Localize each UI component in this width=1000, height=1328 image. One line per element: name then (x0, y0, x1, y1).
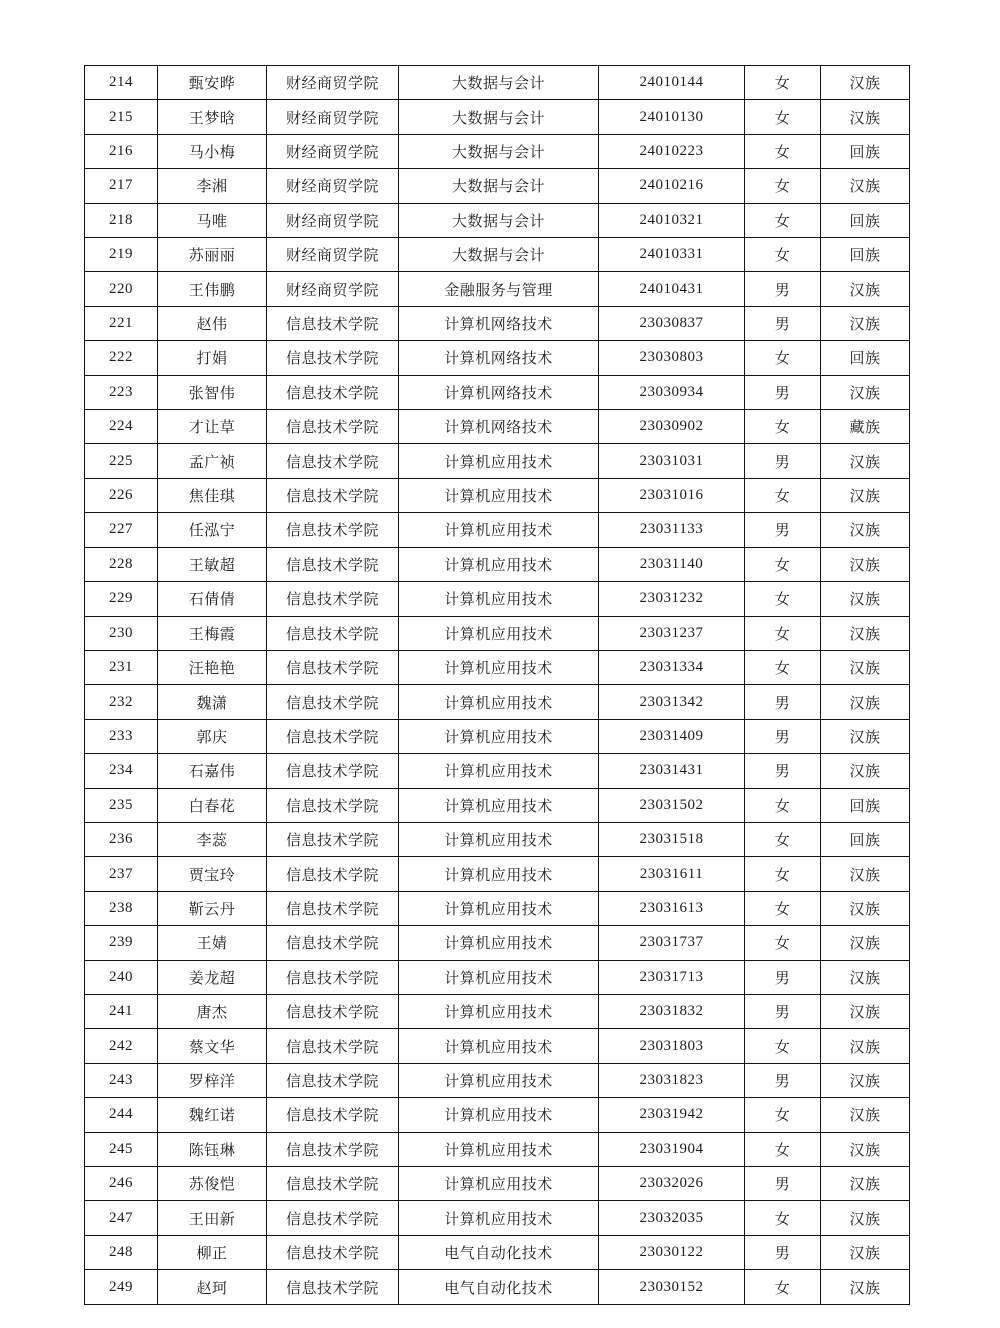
cell-college: 信息技术学院 (267, 650, 399, 684)
cell-name: 赵珂 (158, 1270, 267, 1305)
cell-student-id: 24010216 (599, 169, 745, 203)
cell-major: 计算机应用技术 (399, 1098, 599, 1132)
table-row (85, 994, 910, 1028)
cell-college: 信息技术学院 (267, 444, 399, 478)
cell-gender: 女 (745, 926, 821, 960)
cell-student-id: 24010431 (599, 272, 745, 306)
cell-major: 计算机应用技术 (399, 685, 599, 719)
table-row (85, 341, 910, 375)
cell-no: 219 (85, 238, 158, 272)
cell-gender: 男 (745, 1235, 821, 1269)
cell-student-id: 23031016 (599, 478, 745, 512)
cell-gender: 女 (745, 478, 821, 512)
cell-name: 焦佳琪 (158, 478, 267, 512)
cell-name: 陈钰琳 (158, 1132, 267, 1166)
cell-major: 大数据与会计 (399, 169, 599, 203)
cell-major: 大数据与会计 (399, 203, 599, 237)
cell-major: 计算机应用技术 (399, 857, 599, 891)
cell-no: 227 (85, 513, 158, 547)
table-row (85, 203, 910, 237)
cell-student-id: 23031409 (599, 719, 745, 753)
cell-gender: 女 (745, 100, 821, 134)
cell-no: 238 (85, 891, 158, 925)
cell-no: 215 (85, 100, 158, 134)
cell-name: 石倩倩 (158, 582, 267, 616)
cell-college: 财经商贸学院 (267, 100, 399, 134)
cell-gender: 女 (745, 134, 821, 168)
cell-gender: 男 (745, 444, 821, 478)
cell-no: 245 (85, 1132, 158, 1166)
cell-major: 计算机应用技术 (399, 754, 599, 788)
cell-major: 计算机网络技术 (399, 375, 599, 409)
cell-ethnicity: 汉族 (821, 1063, 910, 1097)
cell-student-id: 23031904 (599, 1132, 745, 1166)
table-row (85, 444, 910, 478)
cell-no: 240 (85, 960, 158, 994)
cell-no: 217 (85, 169, 158, 203)
cell-student-id: 23032026 (599, 1167, 745, 1201)
cell-student-id: 23030122 (599, 1235, 745, 1269)
cell-name: 马唯 (158, 203, 267, 237)
cell-ethnicity: 汉族 (821, 960, 910, 994)
cell-major: 计算机应用技术 (399, 1063, 599, 1097)
cell-major: 计算机网络技术 (399, 306, 599, 340)
cell-college: 财经商贸学院 (267, 238, 399, 272)
cell-college: 信息技术学院 (267, 1235, 399, 1269)
cell-student-id: 23030934 (599, 375, 745, 409)
cell-name: 打娟 (158, 341, 267, 375)
cell-no: 249 (85, 1270, 158, 1305)
cell-ethnicity: 汉族 (821, 616, 910, 650)
cell-ethnicity: 汉族 (821, 169, 910, 203)
cell-college: 信息技术学院 (267, 891, 399, 925)
student-table-body (85, 66, 910, 1305)
cell-major: 计算机应用技术 (399, 891, 599, 925)
cell-ethnicity: 回族 (821, 341, 910, 375)
table-row (85, 857, 910, 891)
cell-student-id: 23031832 (599, 994, 745, 1028)
cell-no: 229 (85, 582, 158, 616)
cell-student-id: 23031713 (599, 960, 745, 994)
cell-name: 孟广祯 (158, 444, 267, 478)
cell-no: 248 (85, 1235, 158, 1269)
cell-ethnicity: 汉族 (821, 994, 910, 1028)
table-row (85, 1132, 910, 1166)
cell-college: 财经商贸学院 (267, 66, 399, 100)
cell-no: 225 (85, 444, 158, 478)
table-row (85, 410, 910, 444)
table-row (85, 375, 910, 409)
cell-name: 靳云丹 (158, 891, 267, 925)
cell-student-id: 23031342 (599, 685, 745, 719)
cell-major: 大数据与会计 (399, 100, 599, 134)
cell-name: 姜龙超 (158, 960, 267, 994)
cell-major: 计算机应用技术 (399, 616, 599, 650)
cell-major: 计算机应用技术 (399, 444, 599, 478)
cell-college: 信息技术学院 (267, 994, 399, 1028)
cell-student-id: 24010331 (599, 238, 745, 272)
table-row (85, 169, 910, 203)
table-row (85, 478, 910, 512)
student-roster-table (84, 65, 910, 1305)
cell-ethnicity: 汉族 (821, 1201, 910, 1235)
cell-major: 计算机网络技术 (399, 341, 599, 375)
cell-college: 信息技术学院 (267, 306, 399, 340)
table-row (85, 719, 910, 753)
cell-name: 柳正 (158, 1235, 267, 1269)
table-row (85, 1029, 910, 1063)
cell-major: 计算机应用技术 (399, 960, 599, 994)
cell-gender: 男 (745, 1167, 821, 1201)
table-row (85, 1201, 910, 1235)
cell-college: 财经商贸学院 (267, 169, 399, 203)
cell-student-id: 23030902 (599, 410, 745, 444)
cell-student-id: 23031031 (599, 444, 745, 478)
cell-name: 蔡文华 (158, 1029, 267, 1063)
table-row (85, 1167, 910, 1201)
cell-no: 226 (85, 478, 158, 512)
cell-college: 信息技术学院 (267, 410, 399, 444)
cell-gender: 女 (745, 857, 821, 891)
cell-no: 239 (85, 926, 158, 960)
cell-student-id: 23031823 (599, 1063, 745, 1097)
table-row (85, 616, 910, 650)
table-row (85, 650, 910, 684)
table-row (85, 926, 910, 960)
table-row (85, 66, 910, 100)
cell-gender: 男 (745, 272, 821, 306)
cell-gender: 男 (745, 719, 821, 753)
cell-no: 218 (85, 203, 158, 237)
cell-student-id: 23031431 (599, 754, 745, 788)
cell-college: 信息技术学院 (267, 960, 399, 994)
cell-major: 计算机应用技术 (399, 547, 599, 581)
cell-gender: 女 (745, 203, 821, 237)
cell-gender: 女 (745, 410, 821, 444)
cell-no: 233 (85, 719, 158, 753)
cell-college: 信息技术学院 (267, 547, 399, 581)
cell-major: 电气自动化技术 (399, 1270, 599, 1305)
cell-major: 计算机应用技术 (399, 1201, 599, 1235)
cell-ethnicity: 汉族 (821, 857, 910, 891)
cell-college: 信息技术学院 (267, 1029, 399, 1063)
cell-college: 信息技术学院 (267, 513, 399, 547)
table-row (85, 272, 910, 306)
cell-ethnicity: 汉族 (821, 685, 910, 719)
cell-gender: 女 (745, 1029, 821, 1063)
cell-ethnicity: 汉族 (821, 66, 910, 100)
table-row (85, 822, 910, 856)
cell-no: 236 (85, 822, 158, 856)
cell-ethnicity: 汉族 (821, 444, 910, 478)
cell-no: 247 (85, 1201, 158, 1235)
table-row (85, 960, 910, 994)
cell-gender: 男 (745, 513, 821, 547)
cell-student-id: 23031737 (599, 926, 745, 960)
cell-college: 信息技术学院 (267, 822, 399, 856)
cell-ethnicity: 回族 (821, 238, 910, 272)
cell-ethnicity: 汉族 (821, 375, 910, 409)
cell-ethnicity: 汉族 (821, 1029, 910, 1063)
cell-name: 王梅霞 (158, 616, 267, 650)
cell-no: 224 (85, 410, 158, 444)
table-row (85, 891, 910, 925)
cell-name: 郭庆 (158, 719, 267, 753)
cell-name: 王梦晗 (158, 100, 267, 134)
cell-name: 石嘉伟 (158, 754, 267, 788)
cell-no: 230 (85, 616, 158, 650)
cell-no: 235 (85, 788, 158, 822)
cell-ethnicity: 汉族 (821, 926, 910, 960)
cell-name: 甄安晔 (158, 66, 267, 100)
cell-ethnicity: 汉族 (821, 650, 910, 684)
table-row (85, 754, 910, 788)
table-row (85, 306, 910, 340)
table-row (85, 1098, 910, 1132)
cell-college: 信息技术学院 (267, 685, 399, 719)
cell-ethnicity: 汉族 (821, 891, 910, 925)
cell-student-id: 23030837 (599, 306, 745, 340)
cell-no: 220 (85, 272, 158, 306)
cell-ethnicity: 汉族 (821, 478, 910, 512)
cell-gender: 女 (745, 788, 821, 822)
cell-ethnicity: 回族 (821, 788, 910, 822)
cell-ethnicity: 汉族 (821, 719, 910, 753)
table-row (85, 1235, 910, 1269)
cell-major: 计算机应用技术 (399, 822, 599, 856)
cell-name: 王婧 (158, 926, 267, 960)
cell-college: 信息技术学院 (267, 341, 399, 375)
cell-ethnicity: 汉族 (821, 754, 910, 788)
cell-name: 李湘 (158, 169, 267, 203)
cell-college: 信息技术学院 (267, 1063, 399, 1097)
cell-gender: 女 (745, 547, 821, 581)
cell-major: 大数据与会计 (399, 238, 599, 272)
cell-gender: 男 (745, 685, 821, 719)
cell-no: 228 (85, 547, 158, 581)
cell-college: 信息技术学院 (267, 1270, 399, 1305)
cell-gender: 男 (745, 306, 821, 340)
cell-ethnicity: 汉族 (821, 1132, 910, 1166)
cell-gender: 女 (745, 822, 821, 856)
cell-gender: 女 (745, 1132, 821, 1166)
cell-major: 计算机网络技术 (399, 410, 599, 444)
cell-major: 大数据与会计 (399, 134, 599, 168)
cell-ethnicity: 汉族 (821, 1167, 910, 1201)
cell-student-id: 24010130 (599, 100, 745, 134)
cell-student-id: 24010321 (599, 203, 745, 237)
cell-name: 白春花 (158, 788, 267, 822)
cell-name: 李蕊 (158, 822, 267, 856)
cell-student-id: 23031611 (599, 857, 745, 891)
table-row (85, 100, 910, 134)
cell-ethnicity: 回族 (821, 203, 910, 237)
cell-gender: 女 (745, 1201, 821, 1235)
cell-no: 241 (85, 994, 158, 1028)
cell-gender: 女 (745, 1098, 821, 1132)
cell-name: 贾宝玲 (158, 857, 267, 891)
cell-college: 信息技术学院 (267, 375, 399, 409)
cell-name: 张智伟 (158, 375, 267, 409)
table-row (85, 582, 910, 616)
cell-no: 242 (85, 1029, 158, 1063)
cell-college: 财经商贸学院 (267, 203, 399, 237)
cell-name: 马小梅 (158, 134, 267, 168)
cell-student-id: 23031334 (599, 650, 745, 684)
cell-gender: 女 (745, 169, 821, 203)
cell-gender: 男 (745, 960, 821, 994)
cell-college: 信息技术学院 (267, 857, 399, 891)
cell-student-id: 24010144 (599, 66, 745, 100)
cell-gender: 女 (745, 1270, 821, 1305)
cell-gender: 男 (745, 754, 821, 788)
cell-name: 王伟鹏 (158, 272, 267, 306)
cell-major: 计算机应用技术 (399, 1132, 599, 1166)
cell-college: 信息技术学院 (267, 1201, 399, 1235)
cell-name: 苏丽丽 (158, 238, 267, 272)
cell-name: 汪艳艳 (158, 650, 267, 684)
cell-college: 信息技术学院 (267, 754, 399, 788)
cell-college: 信息技术学院 (267, 1098, 399, 1132)
cell-student-id: 23031803 (599, 1029, 745, 1063)
cell-no: 232 (85, 685, 158, 719)
table-row (85, 513, 910, 547)
cell-name: 才让草 (158, 410, 267, 444)
cell-college: 信息技术学院 (267, 478, 399, 512)
cell-ethnicity: 汉族 (821, 272, 910, 306)
cell-ethnicity: 回族 (821, 822, 910, 856)
cell-college: 信息技术学院 (267, 788, 399, 822)
cell-name: 罗梓洋 (158, 1063, 267, 1097)
cell-ethnicity: 回族 (821, 134, 910, 168)
cell-student-id: 23031140 (599, 547, 745, 581)
cell-student-id: 23031133 (599, 513, 745, 547)
cell-gender: 女 (745, 891, 821, 925)
table-row (85, 1063, 910, 1097)
cell-ethnicity: 藏族 (821, 410, 910, 444)
table-row (85, 238, 910, 272)
cell-major: 计算机应用技术 (399, 994, 599, 1028)
cell-gender: 男 (745, 1063, 821, 1097)
cell-student-id: 24010223 (599, 134, 745, 168)
cell-gender: 男 (745, 375, 821, 409)
cell-college: 信息技术学院 (267, 616, 399, 650)
cell-no: 216 (85, 134, 158, 168)
cell-student-id: 23032035 (599, 1201, 745, 1235)
cell-no: 234 (85, 754, 158, 788)
cell-major: 电气自动化技术 (399, 1235, 599, 1269)
cell-major: 计算机应用技术 (399, 926, 599, 960)
cell-name: 赵伟 (158, 306, 267, 340)
cell-gender: 女 (745, 616, 821, 650)
cell-major: 计算机应用技术 (399, 719, 599, 753)
table-row (85, 788, 910, 822)
cell-ethnicity: 汉族 (821, 1098, 910, 1132)
cell-student-id: 23031942 (599, 1098, 745, 1132)
cell-name: 任泓宁 (158, 513, 267, 547)
cell-major: 计算机应用技术 (399, 478, 599, 512)
cell-no: 221 (85, 306, 158, 340)
cell-name: 唐杰 (158, 994, 267, 1028)
table-row (85, 547, 910, 581)
cell-college: 信息技术学院 (267, 582, 399, 616)
cell-no: 214 (85, 66, 158, 100)
cell-major: 大数据与会计 (399, 66, 599, 100)
cell-no: 222 (85, 341, 158, 375)
cell-no: 223 (85, 375, 158, 409)
cell-gender: 女 (745, 341, 821, 375)
cell-major: 计算机应用技术 (399, 650, 599, 684)
cell-college: 财经商贸学院 (267, 134, 399, 168)
cell-student-id: 23031518 (599, 822, 745, 856)
cell-ethnicity: 汉族 (821, 513, 910, 547)
cell-ethnicity: 汉族 (821, 100, 910, 134)
cell-ethnicity: 汉族 (821, 582, 910, 616)
cell-college: 信息技术学院 (267, 719, 399, 753)
cell-student-id: 23030152 (599, 1270, 745, 1305)
cell-gender: 女 (745, 66, 821, 100)
cell-ethnicity: 汉族 (821, 1235, 910, 1269)
cell-major: 计算机应用技术 (399, 582, 599, 616)
cell-no: 243 (85, 1063, 158, 1097)
table-row (85, 134, 910, 168)
cell-ethnicity: 汉族 (821, 1270, 910, 1305)
cell-college: 信息技术学院 (267, 926, 399, 960)
cell-major: 计算机应用技术 (399, 1167, 599, 1201)
table-row (85, 1270, 910, 1305)
cell-gender: 女 (745, 650, 821, 684)
cell-no: 244 (85, 1098, 158, 1132)
cell-no: 231 (85, 650, 158, 684)
cell-student-id: 23031237 (599, 616, 745, 650)
cell-college: 信息技术学院 (267, 1167, 399, 1201)
cell-gender: 男 (745, 994, 821, 1028)
cell-major: 计算机应用技术 (399, 513, 599, 547)
cell-student-id: 23031613 (599, 891, 745, 925)
cell-name: 魏红诺 (158, 1098, 267, 1132)
cell-name: 王敏超 (158, 547, 267, 581)
table-row (85, 685, 910, 719)
cell-college: 信息技术学院 (267, 1132, 399, 1166)
cell-gender: 女 (745, 238, 821, 272)
cell-major: 金融服务与管理 (399, 272, 599, 306)
cell-major: 计算机应用技术 (399, 1029, 599, 1063)
cell-college: 财经商贸学院 (267, 272, 399, 306)
cell-major: 计算机应用技术 (399, 788, 599, 822)
cell-no: 237 (85, 857, 158, 891)
cell-no: 246 (85, 1167, 158, 1201)
cell-name: 魏潇 (158, 685, 267, 719)
cell-student-id: 23031232 (599, 582, 745, 616)
cell-name: 苏俊恺 (158, 1167, 267, 1201)
cell-name: 王田新 (158, 1201, 267, 1235)
cell-ethnicity: 汉族 (821, 547, 910, 581)
cell-student-id: 23030803 (599, 341, 745, 375)
cell-gender: 女 (745, 582, 821, 616)
cell-student-id: 23031502 (599, 788, 745, 822)
cell-ethnicity: 汉族 (821, 306, 910, 340)
